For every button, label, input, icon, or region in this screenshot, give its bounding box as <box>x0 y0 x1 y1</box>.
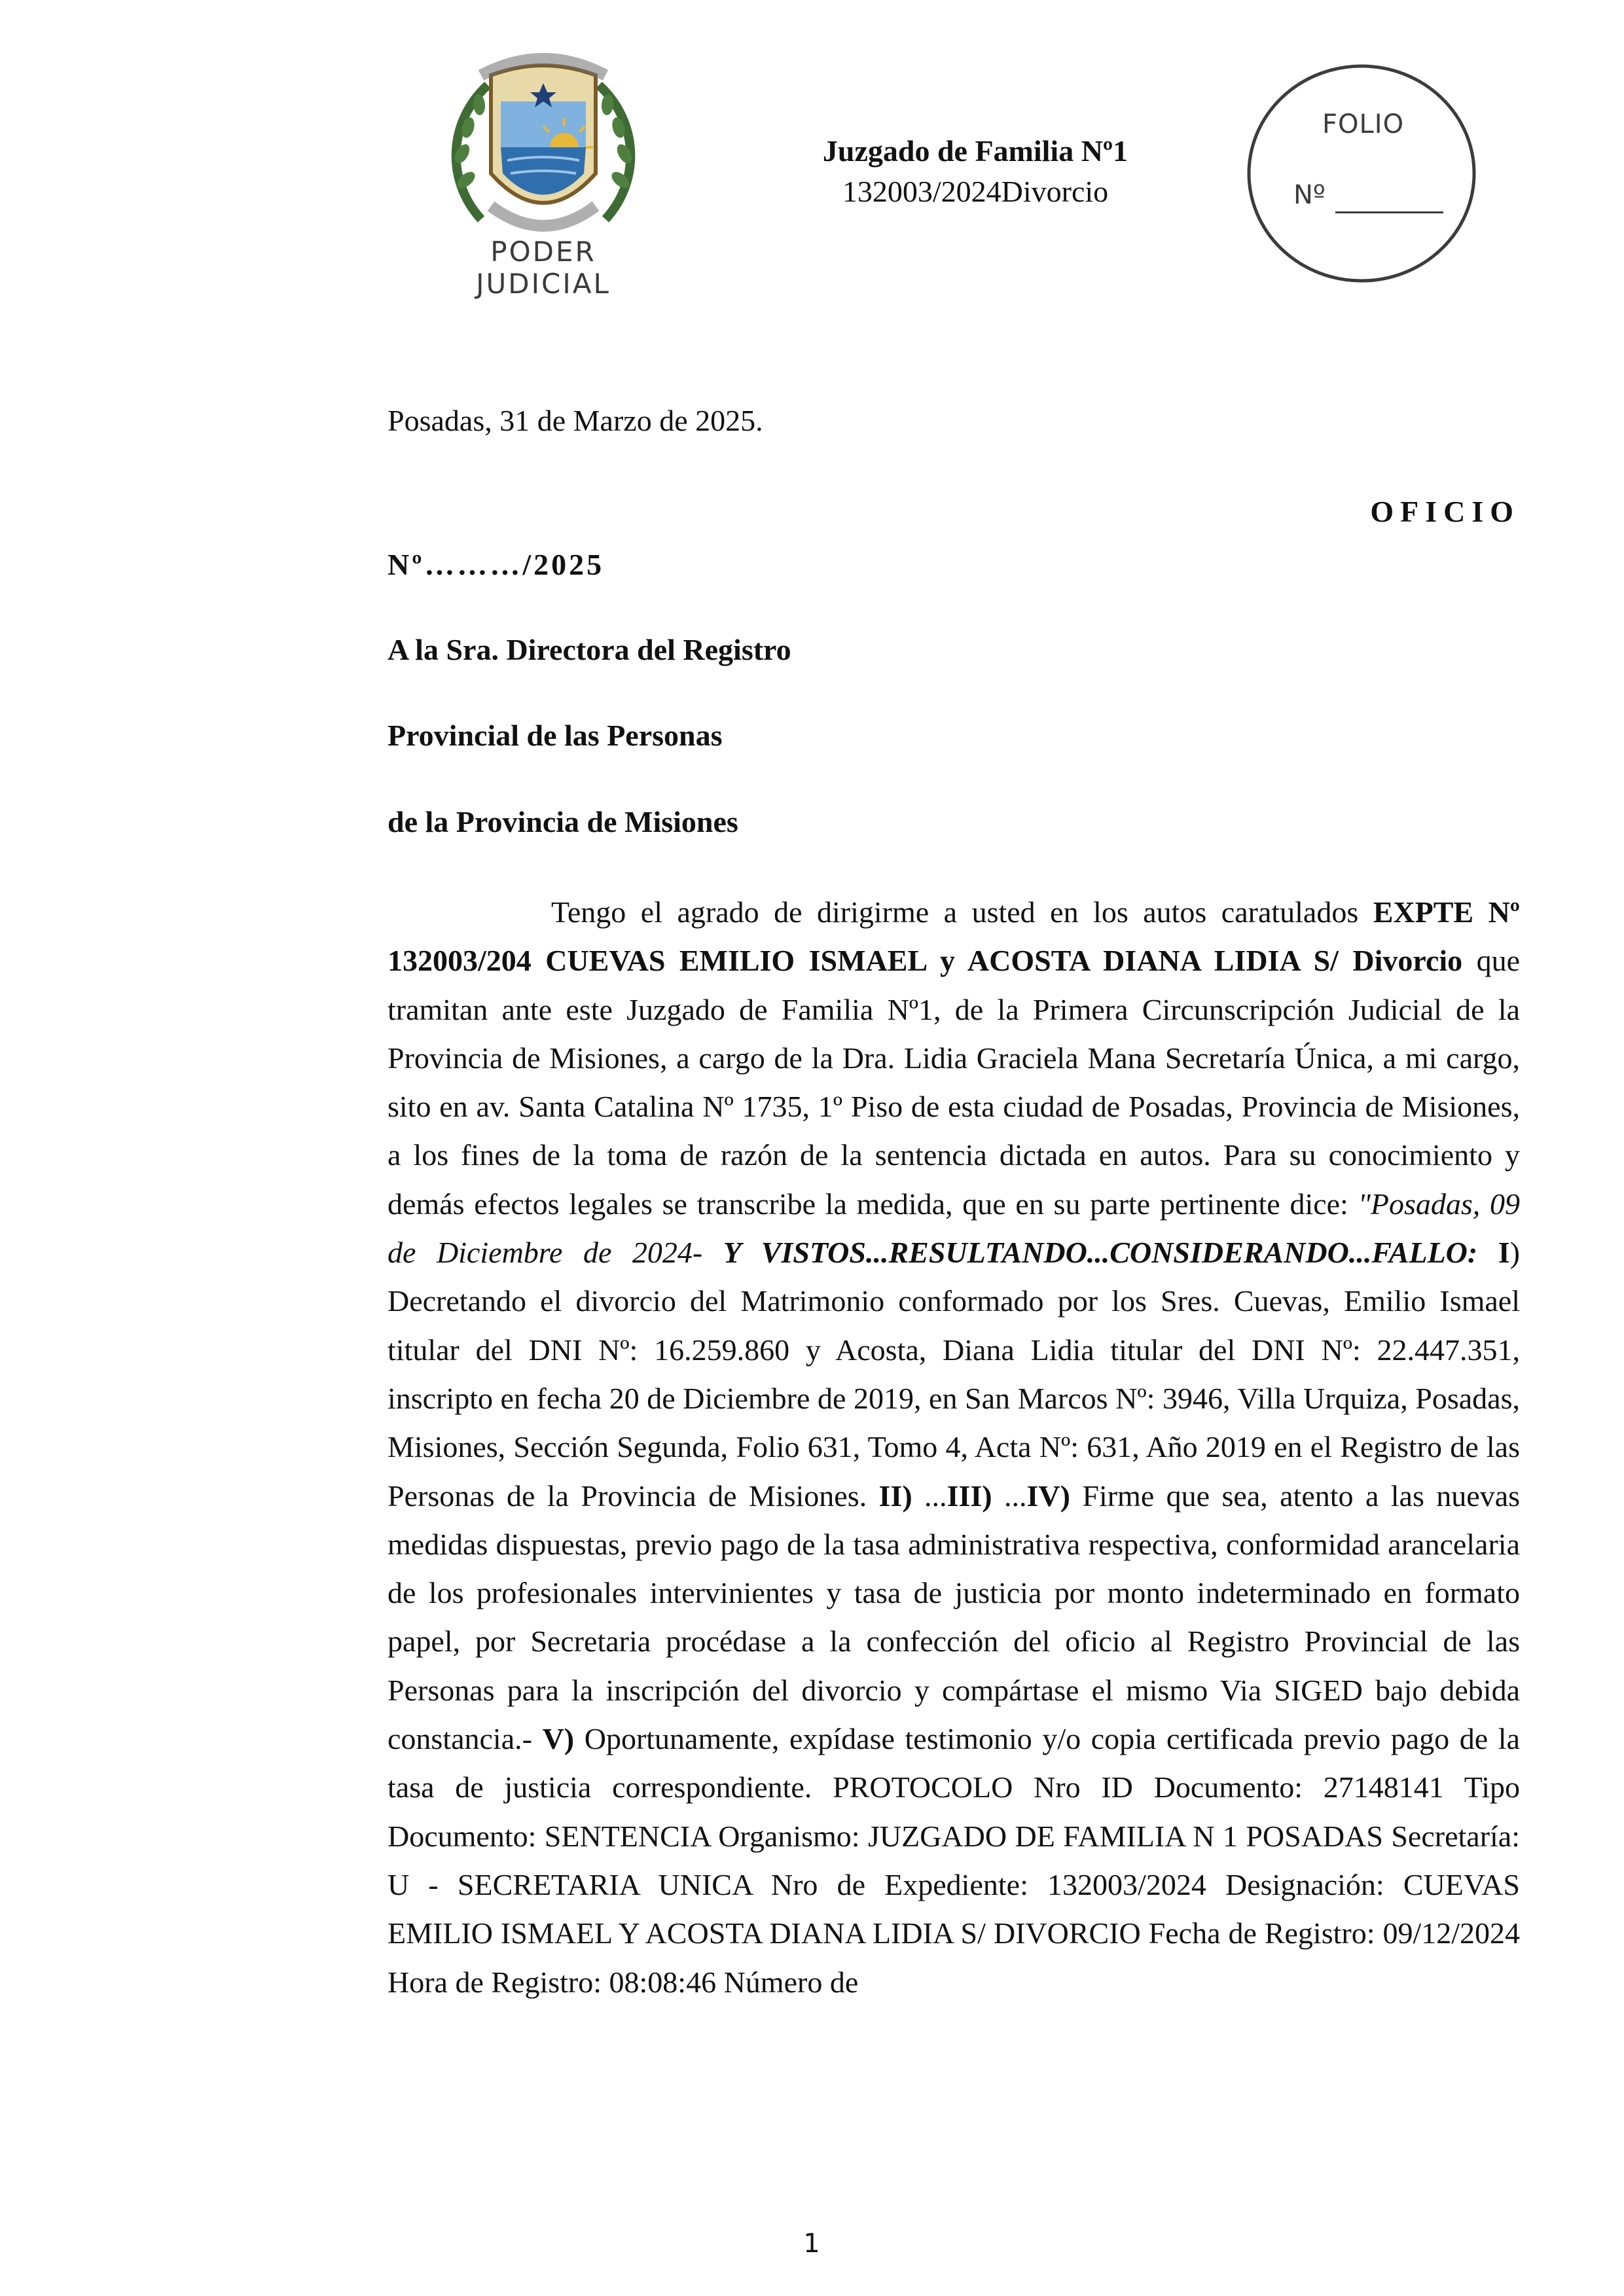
body-text: Tengo el agrado de dirigirme a usted en los autos caratulados <box>551 895 1373 929</box>
addressee-line: A la Sra. Directora del Registro <box>388 633 791 666</box>
ruling-point-marker: I <box>1477 1236 1510 1270</box>
court-heading <box>746 131 1204 212</box>
ruling-point-marker: IV) <box>1026 1479 1070 1513</box>
body-text: ) Decretando el divorcio del Matrimonio conformado por los Sres. Cuevas, Emilio Ismael titular del DNI Nº: 16.259.860 y Acosta, Diana Lidia titular del DNI Nº: 22.447.351, inscripto en fecha 20 de Diciembre de 2019, en San Marcos Nº: 3946, Villa Urquiza, Posadas, Misiones, Sección Segunda, Folio 631, Tomo 4, Acta Nº: 631, Año 2019 en el Registro de las Personas de la Provincia de Misiones. <box>388 1236 1520 1513</box>
body-text: Firme que sea, atento a las nuevas medidas dispuestas, previo pago de la tasa administrativa respectiva, conformidad arancelaria de los profesionales intervinientes y tasa de justicia por monto indeterminado en formato papel, por Secretaria procédase a la confección del oficio al Registro Provincial de las Personas para la inscripción del divorcio y compártase el mismo Via SIGED bajo debida constancia.- <box>388 1479 1521 1756</box>
folio-number-prefix: Nº <box>1293 180 1326 210</box>
document-type: OFICIO <box>1370 495 1520 528</box>
case-reference: 132003/2024Divorcio <box>842 175 1109 208</box>
folio-label: FOLIO <box>1322 109 1405 139</box>
body-text: que tramitan ante este Juzgado de Familia Nº1, de la Primera Circunscripción Judicial de la Provincia de Misiones, a cargo de la Dra. Lidia Graciela Mana Secretaría Única, a mi cargo, sito en av. Santa Catalina Nº 1735, 1º Piso de esta ciudad de Posadas, Provincia de Misiones, a los fines de la toma de razón de la sentencia dictada en autos. Para su conocimiento y demás efectos legales se transcribe la medida, que en su parte pertinente dice: <box>388 944 1521 1221</box>
case-title: EXPTE Nº 132003/204 CUEVAS EMILIO ISMAEL y ACOSTA DIANA LIDIA S/ Divorcio <box>388 895 1520 978</box>
ruling-point-marker: V) <box>542 1722 575 1756</box>
folio-blank-line <box>1335 211 1443 213</box>
page-number: 1 <box>803 2229 820 2259</box>
folio-circle-icon <box>1244 62 1479 285</box>
ruling-heading: Y VISTOS...RESULTANDO...CONSIDERANDO...FALLO: <box>723 1236 1478 1270</box>
document-date: Posadas, 31 de Marzo de 2025. <box>388 404 763 437</box>
document-number: Nº………/2025 <box>388 548 605 581</box>
folio-stamp <box>1244 62 1479 285</box>
ruling-point-marker: II) <box>878 1479 912 1513</box>
logo-caption: PODER JUDICIAL <box>476 236 611 300</box>
addressee-line: Provincial de las Personas <box>388 719 723 752</box>
body-text: Oportunamente, expídase testimonio y/o copia certificada previo pago de la tasa de justicia correspondiente. PROTOCOLO Nro ID Documento: 27148141 Tipo Documento: SENTENCIA Organismo: JUZGADO DE FAMILIA N 1 POSADAS Secretaría: U - SECRETARIA UNICA Nro de Expediente: 132003/2024 Designación: CUEVAS EMILIO ISMAEL Y ACOSTA DIANA LIDIA S/ DIVORCIO Fecha de Registro: 09/12/2024 Hora de Registro: 08:08:46 Número de <box>388 1722 1520 1999</box>
body-paragraph <box>388 888 1520 2007</box>
body-text: ... <box>992 1479 1027 1513</box>
court-name: Juzgado de Familia Nº1 <box>822 134 1128 168</box>
addressee-line: de la Provincia de Misiones <box>388 805 738 838</box>
body-text: ... <box>912 1479 947 1513</box>
quoted-ruling-date: "Posadas, 09 de Diciembre de 2024- <box>388 1187 1520 1270</box>
ruling-point-marker: III) <box>947 1479 992 1513</box>
